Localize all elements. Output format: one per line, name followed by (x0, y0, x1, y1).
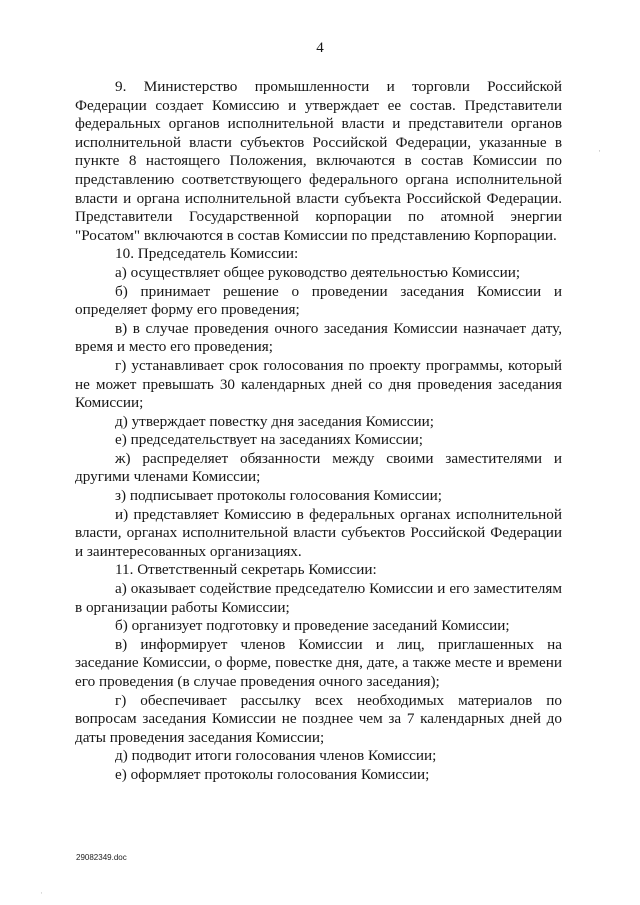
item-10-b: б) принимает решение о проведении заседания Комиссии и определяет форму его проведения; (75, 282, 562, 319)
page-number: 4 (316, 40, 324, 56)
item-11-a: а) оказывает содействие председателю Комиссии и его заместителям в организации работы Комиссии; (75, 580, 562, 616)
paragraph-10-heading: 10. Председатель Комиссии: (115, 245, 299, 263)
document-body (75, 78, 562, 785)
item-10-e: е) председательствует на заседаниях Комиссии; (115, 431, 423, 449)
item-10-g: г) устанавливает срок голосования по проекту программы, который не может превышать 30 календарных дней со дня проведения заседания Комиссии; (75, 356, 562, 412)
item-10-a: а) осуществляет общее руководство деятельностью Комиссии; (115, 263, 521, 281)
item-11-g: г) обеспечивает рассылку всех необходимых материалов по вопросам заседания Комиссии не позднее чем за 7 календарных дней до даты проведения заседания Комиссии; (75, 691, 562, 746)
item-11-d: д) подводит итоги голосования членов Комиссии; (115, 747, 437, 765)
item-11-b: б) организует подготовку и проведение заседаний Комиссии; (115, 617, 510, 635)
item-10-i: и) представляет Комиссию в федеральных органах исполнительной власти, органах исполнительной власти субъектов Российской Федерации и заинтересованных организациях. (75, 505, 562, 560)
item-10-v: в) в случае проведения очного заседания Комиссии назначает дату, время и место его проведения; (75, 319, 562, 356)
paragraph-9: 9. Министерство промышленности и торговли Российской Федерации создает Комиссию и утверждает ее состав. Представители федеральных органов исполнительной власти и представители органов исполнительной власти субъектов Российской Федерации, указанные в пункте 8 настоящего Положения, включаются в состав Комиссии по представлению соответствующего федерального органа исполнительной власти и органа исполнительной власти субъекта Российской Федерации. Представители Государственной корпорации по атомной энергии "Росатом" включаются в состав Комиссии по представлению Корпорации. (75, 78, 562, 244)
item-10-z: з) подписывает протоколы голосования Комиссии; (115, 487, 442, 505)
item-11-v: в) информирует членов Комиссии и лиц, приглашенных на заседание Комиссии, о форме, повестке дня, дате, а также месте и времени его проведения (в случае проведения очного заседания); (75, 635, 562, 690)
margin-speck: · (598, 146, 601, 156)
item-10-d: д) утверждает повестку дня заседания Комиссии; (115, 412, 434, 430)
item-10-zh: ж) распределяет обязанности между своими заместителями и другими членами Комиссии; (75, 449, 562, 486)
document-file-code: 29082349.doc (76, 853, 127, 862)
paragraph-11-heading: 11. Ответственный секретарь Комиссии: (115, 561, 377, 579)
corner-speck: · (40, 888, 43, 898)
item-11-e: е) оформляет протоколы голосования Комиссии; (115, 765, 430, 783)
